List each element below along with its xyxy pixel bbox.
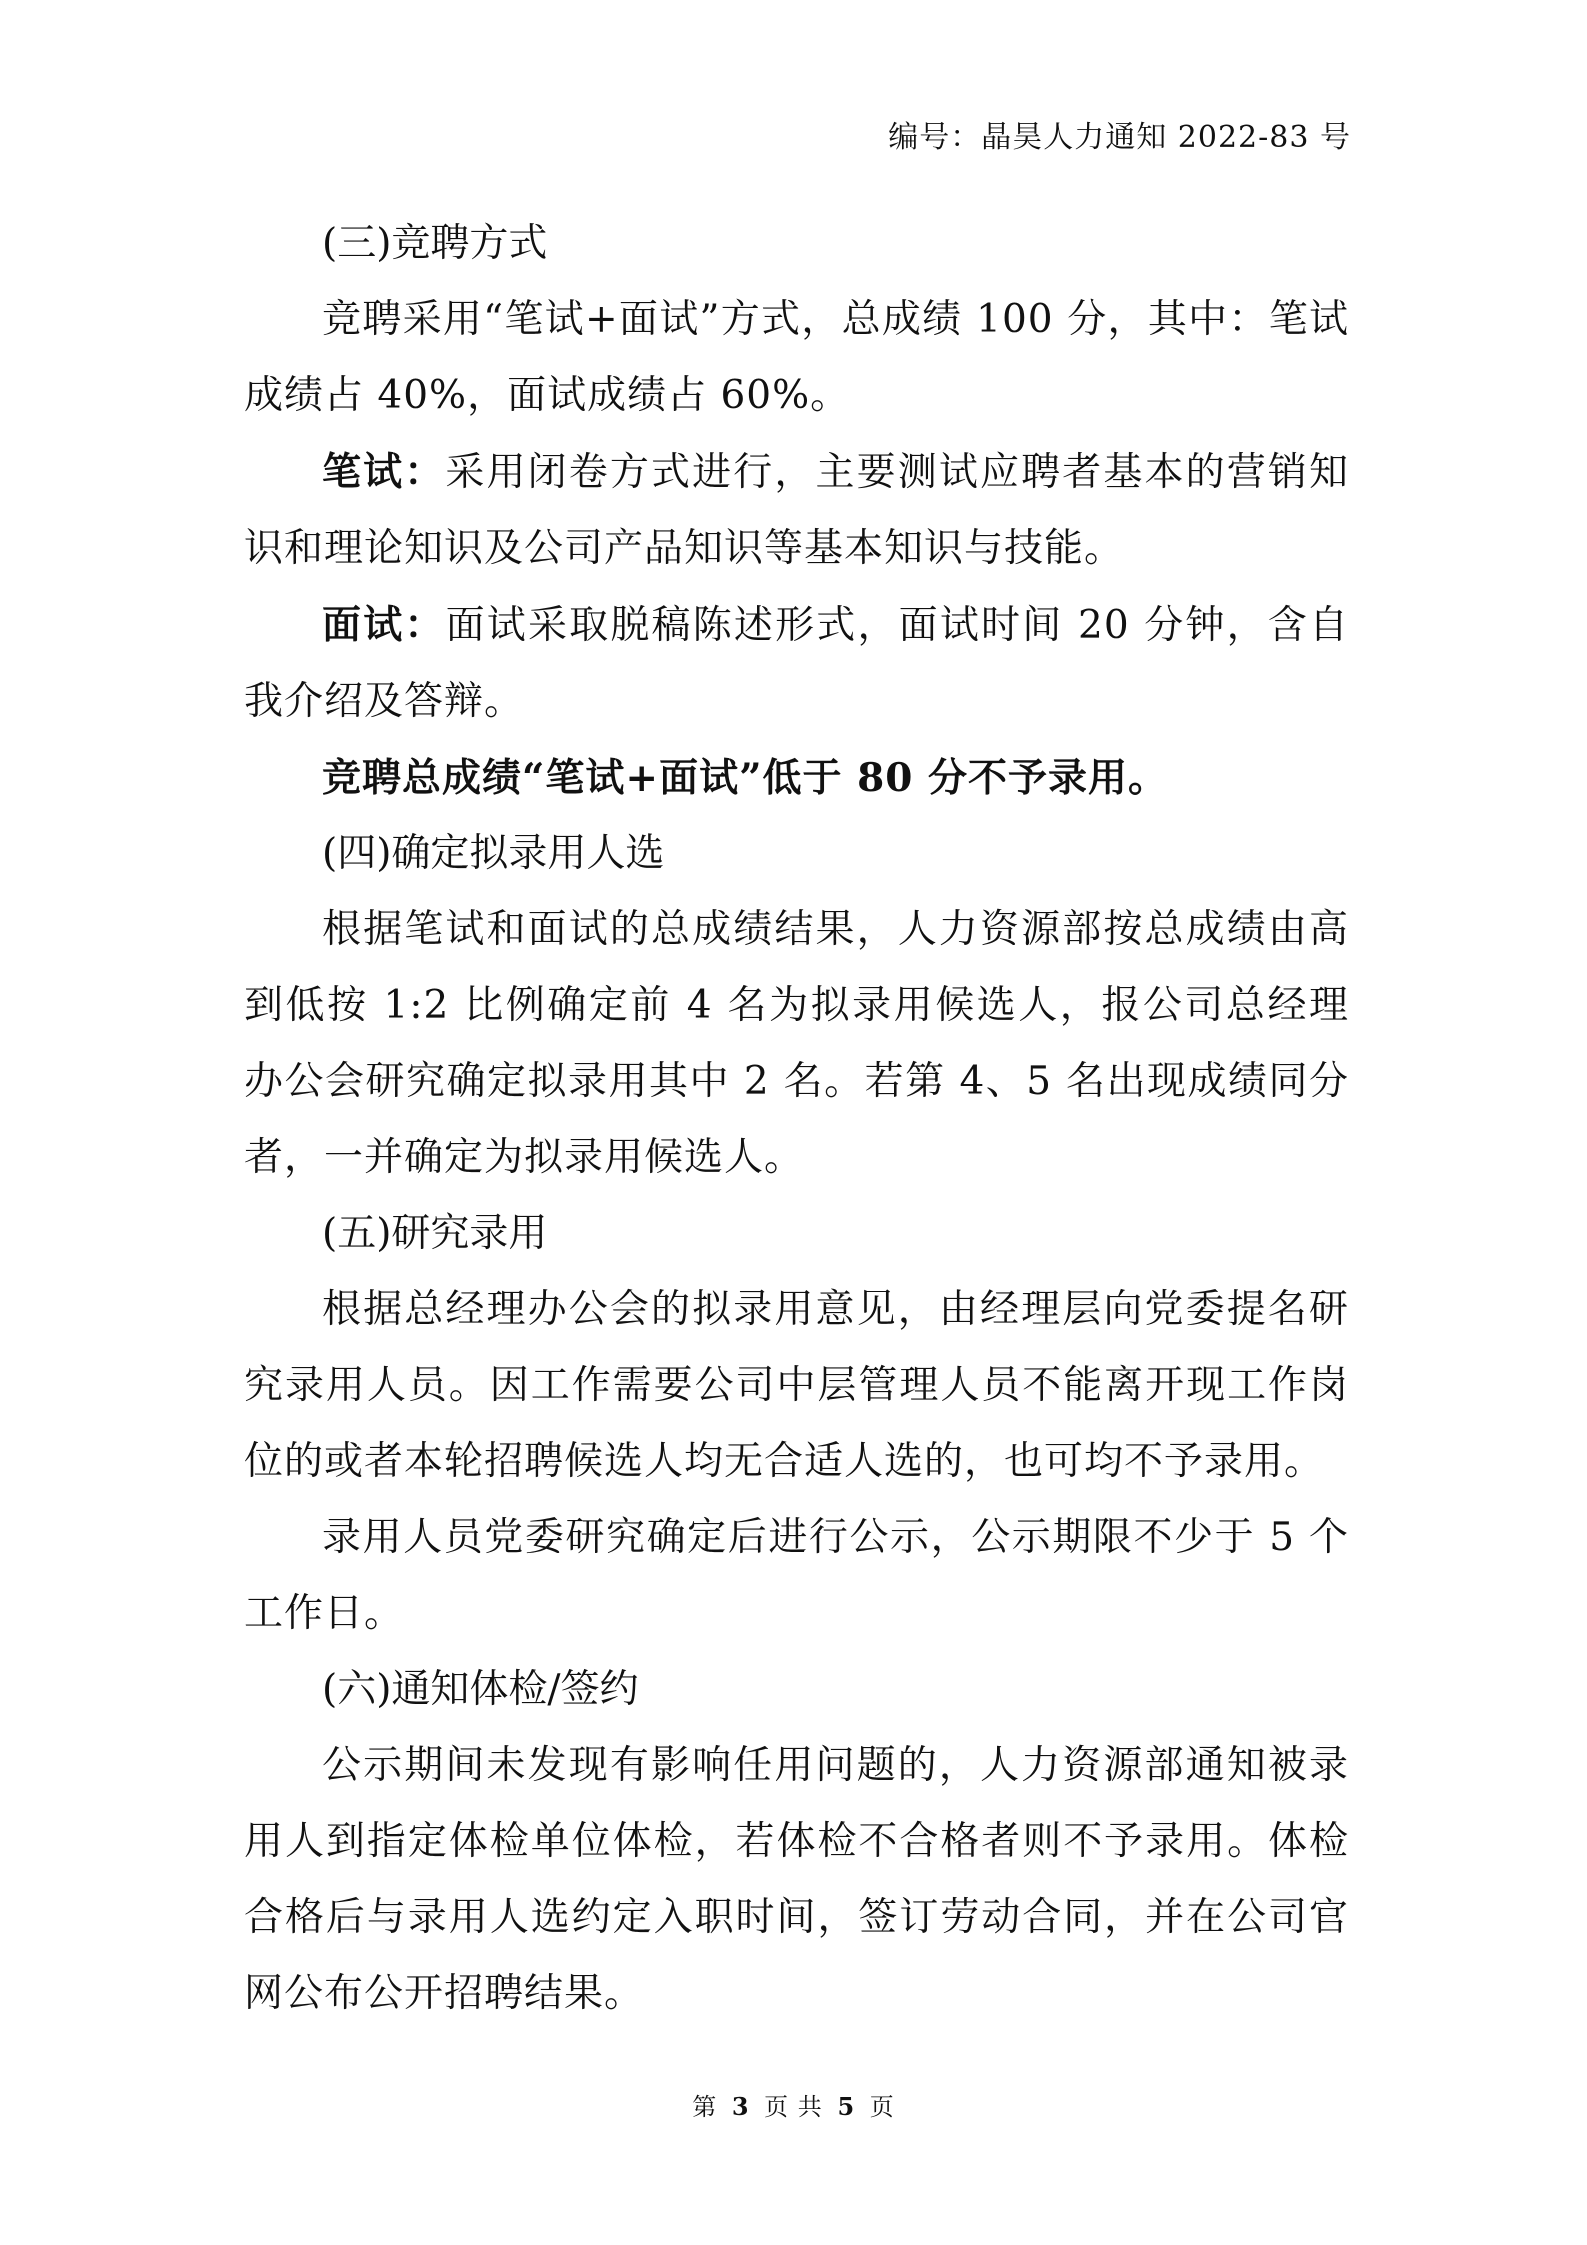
total-page-number: 5 — [837, 2092, 856, 2121]
section-5-title: (五)研究录用 — [322, 1211, 548, 1256]
section-4-paragraph: 根据笔试和面试的总成绩结果，人力资源部按总成绩由高到低按 1:2 比例确定前 4 名为拟录用候选人，报公司总经理办公会研究确定拟录用其中 2 名。若第 4、5 名出现成绩同分者，一并确定为拟录用候选人。 — [244, 907, 1349, 1180]
section-6-title: (六)通知体检/签约 — [322, 1667, 639, 1712]
section-5-paragraph-2: 录用人员党委研究确定后进行公示，公示期限不少于 5 个工作日。 — [244, 1515, 1349, 1636]
page-middle: 页 共 — [764, 2093, 823, 2121]
written-test-label: 笔试： — [322, 449, 446, 495]
document-number: 编号：晶昊人力通知 2022-83 号 — [888, 120, 1351, 155]
page-footer — [0, 2087, 1587, 2122]
section-4-title: (四)确定拟录用人选 — [322, 831, 665, 876]
section-5-paragraph-1: 根据总经理办公会的拟录用意见，由经理层向党委提名研究录用人员。因工作需要公司中层管理人员不能离开现工作岗位的或者本轮招聘候选人均无合适人选的，也可均不予录用。 — [244, 1287, 1349, 1484]
section-6-paragraph: 公示期间未发现有影响任用问题的，人力资源部通知被录用人到指定体检单位体检，若体检不合格者则不予录用。体检合格后与录用人选约定入职时间，签订劳动合同，并在公司官网公布公开招聘结果。 — [244, 1743, 1349, 2016]
page-prefix: 第 — [692, 2093, 718, 2121]
page-suffix: 页 — [869, 2093, 895, 2121]
interview-paragraph — [244, 587, 1349, 740]
section-3-title: (三)竞聘方式 — [322, 221, 548, 266]
document-body — [244, 206, 1349, 2032]
current-page-number: 3 — [731, 2092, 750, 2121]
score-threshold-paragraph: 竞聘总成绩“笔试+面试”低于 80 分不予录用。 — [322, 755, 1168, 801]
written-test-paragraph — [244, 434, 1349, 587]
interview-label: 面试： — [322, 602, 446, 648]
section-3-paragraph: 竞聘采用“笔试+面试”方式，总成绩 100 分，其中：笔试成绩占 40%，面试成绩占 60%。 — [244, 297, 1349, 418]
written-test-text: 采用闭卷方式进行，主要测试应聘者基本的营销知识和理论知识及公司产品知识等基本知识与技能。 — [244, 450, 1349, 571]
interview-text: 面试采取脱稿陈述形式，面试时间 20 分钟，含自我介绍及答辩。 — [244, 603, 1349, 724]
